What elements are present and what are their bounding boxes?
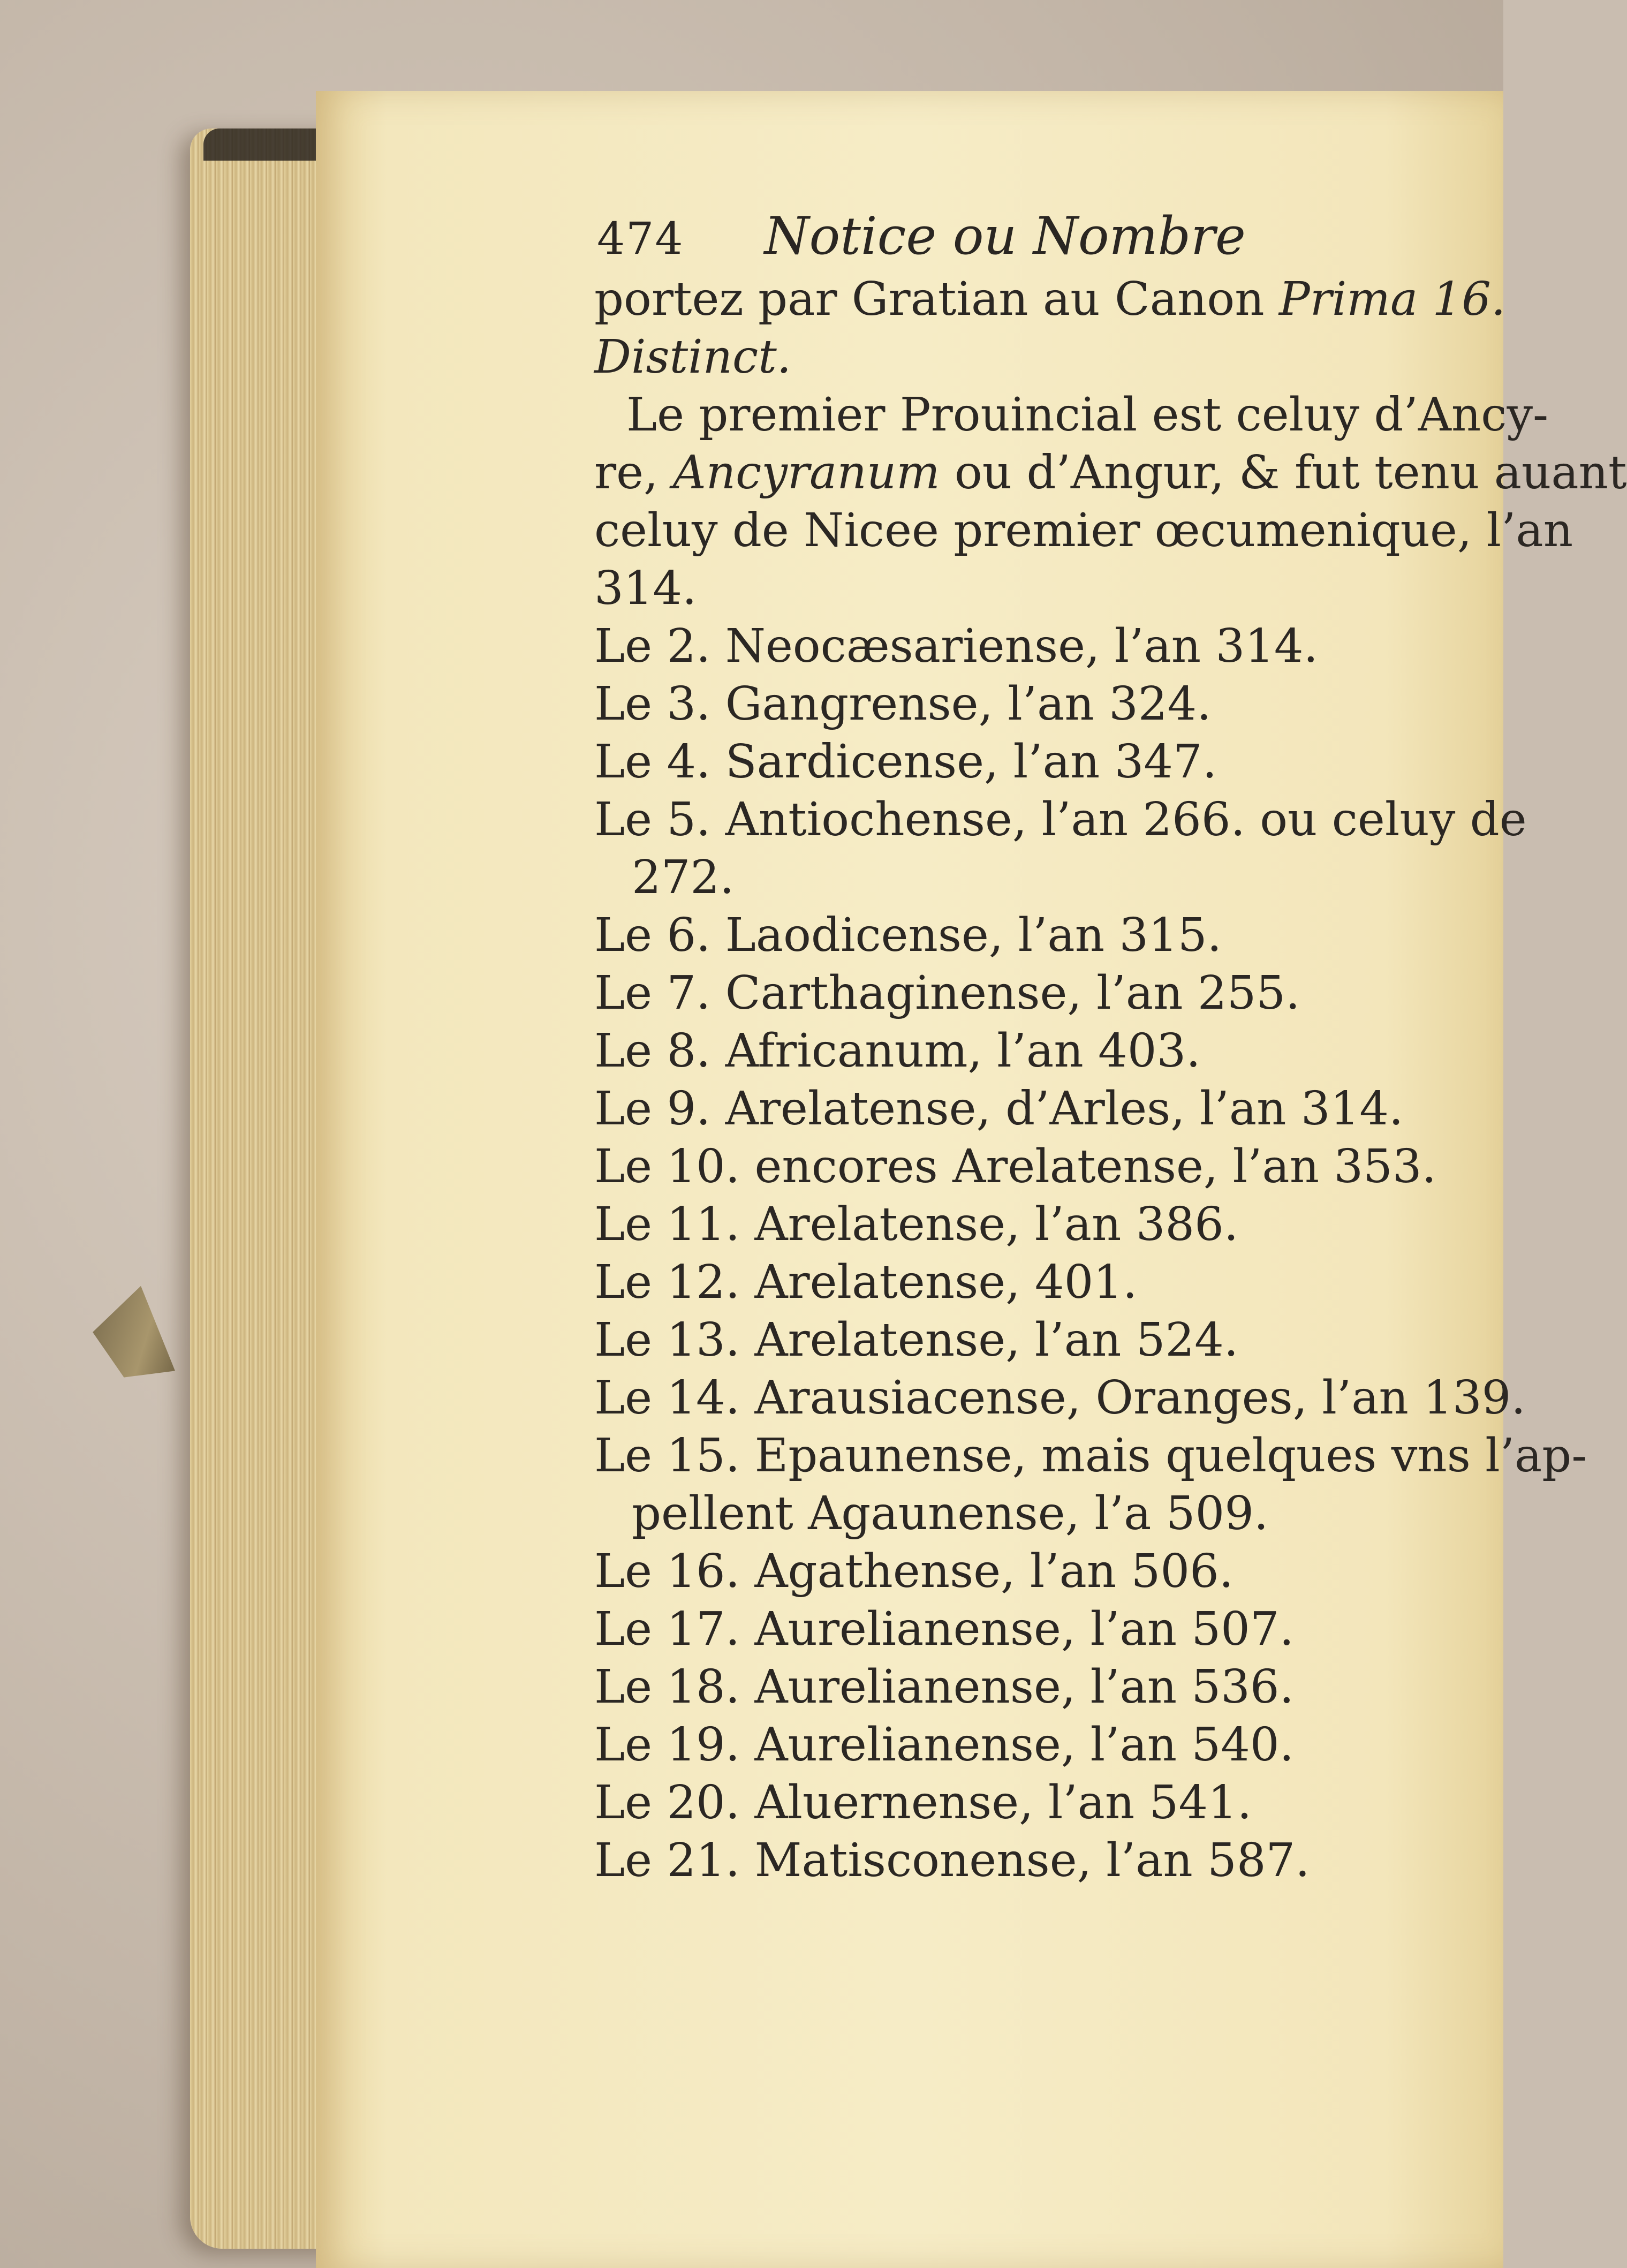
list-item: Le 17. Aurelianense, l’an 507. <box>594 1602 1294 1656</box>
intro-line-2: Distinct. <box>594 330 792 384</box>
list-item: Le 2. Neocæsariense, l’an 314. <box>594 619 1318 673</box>
para-line-4: 314. <box>594 562 697 615</box>
list-item: Le 21. Matisconense, l’an 587. <box>594 1834 1310 1887</box>
intro-text: portez par Gratian au Canon <box>594 273 1279 326</box>
running-title: Notice ou Nombre <box>764 206 1246 266</box>
list-item: Le 19. Aurelianense, l’an 540. <box>594 1718 1294 1772</box>
para-line-3: celuy de Nicee premier œcumenique, l’an <box>594 504 1573 557</box>
list-item-continuation: pellent Agaunense, l’a 509. <box>632 1487 1269 1540</box>
list-item: Le 7. Carthaginense, l’an 255. <box>594 966 1300 1020</box>
list-item: Le 15. Epaunense, mais quelques vns l’ap- <box>594 1429 1587 1483</box>
para-text: ou d’Angur, & fut tenu auant <box>940 446 1627 500</box>
list-item: Le 5. Antiochense, l’an 266. ou celuy de <box>594 793 1527 846</box>
intro-line-1 <box>594 270 1506 328</box>
list-item: Le 3. Gangrense, l’an 324. <box>594 677 1212 731</box>
list-item: Le 8. Africanum, l’an 403. <box>594 1024 1201 1078</box>
list-item: Le 6. Laodicense, l’an 315. <box>594 909 1222 962</box>
list-item: Le 4. Sardicense, l’an 347. <box>594 735 1217 789</box>
page-number: 474 <box>597 214 684 264</box>
page-body <box>594 270 1627 1889</box>
list-item: Le 18. Aurelianense, l’an 536. <box>594 1660 1294 1714</box>
list-item: Le 12. Arelatense, 401. <box>594 1256 1138 1309</box>
list-item: Le 14. Arausiacense, Oranges, l’an 139. <box>594 1371 1526 1425</box>
list-item: Le 11. Arelatense, l’an 386. <box>594 1198 1239 1251</box>
list-item: Le 13. Arelatense, l’an 524. <box>594 1313 1239 1367</box>
list-item: Le 9. Arelatense, d’Arles, l’an 314. <box>594 1082 1404 1136</box>
para-text: re, <box>594 446 673 500</box>
running-head <box>597 206 1304 281</box>
list-item: Le 10. encores Arelatense, l’an 353. <box>594 1140 1436 1193</box>
list-item: Le 16. Agathense, l’an 506. <box>594 1545 1234 1598</box>
para-latin-term: Ancyranum <box>672 446 940 500</box>
para-line-2 <box>594 444 1627 502</box>
intro-reference: Prima 16. <box>1278 273 1506 326</box>
list-item: Le 20. Aluernense, l’an 541. <box>594 1776 1252 1829</box>
para-line-1: Le premier Prouincial est celuy d’Ancy- <box>626 388 1549 442</box>
list-item-continuation: 272. <box>632 851 735 904</box>
